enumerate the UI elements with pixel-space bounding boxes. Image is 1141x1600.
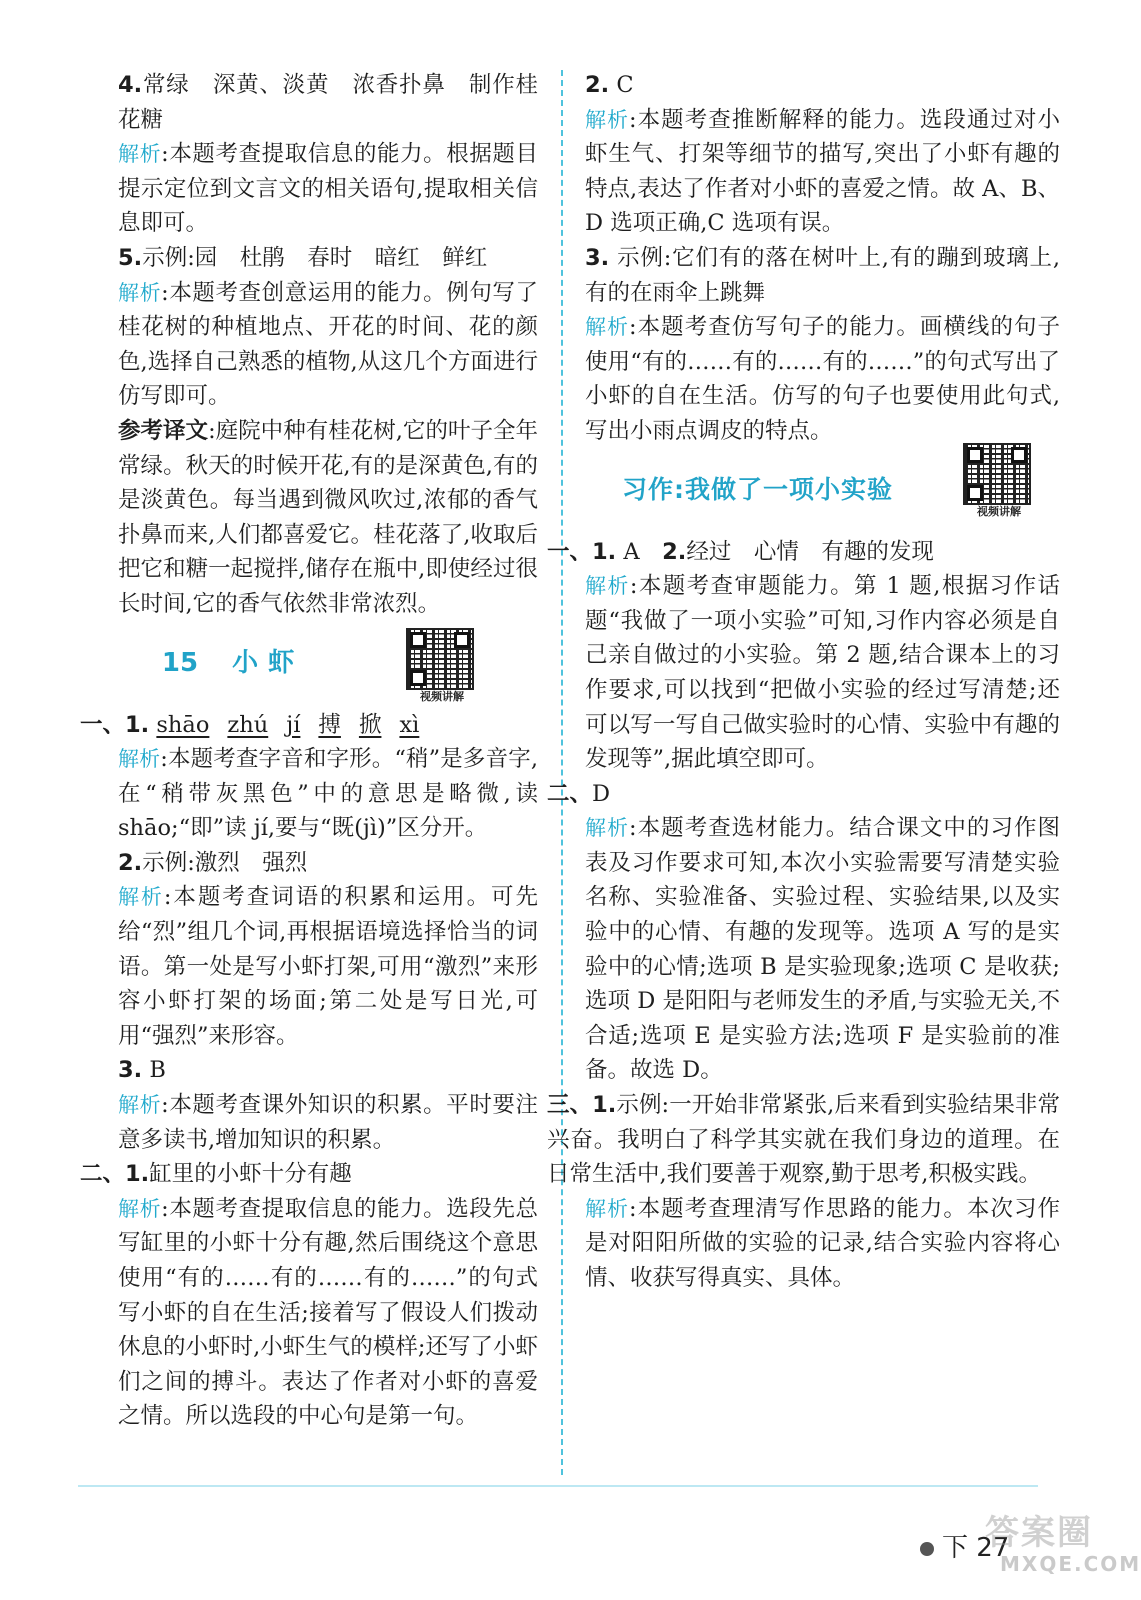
w3-analysis: 解析:本题考查理清写作思路的能力。本次习作是对阳阳所做的实验的记录,结合实验内容将心情、收获写得真实、具体。 bbox=[585, 1195, 1060, 1291]
qr-code-icon bbox=[406, 628, 474, 690]
left-column bbox=[80, 68, 538, 1434]
right-q2: 2. C bbox=[585, 72, 634, 98]
w1: 一、1. A 2.经过 心情 有趣的发现 bbox=[547, 538, 934, 565]
qr-code-video[interactable]: 视频讲解 bbox=[406, 628, 478, 704]
right-q3-analysis: 解析:本题考查仿写句子的能力。画横线的句子使用“有的……有的……有的……”的句式写出了小虾的自在生活。仿写的句子也要使用此句式,写出小雨点调皮的特点。 bbox=[585, 314, 1060, 444]
right-q2-analysis: 解析:本题考查推断解释的能力。选段通过对小虾生气、打架等细节的描写,突出了小虾有趣的特点,表达了作者对小虾的喜爱之情。故 A、B、D 选项正确,C 选项有误。 bbox=[585, 106, 1060, 237]
lesson-title: 15 小虾 bbox=[161, 647, 305, 678]
w2: 二、D bbox=[547, 780, 611, 807]
s2-q1: 二、1.缸里的小虾十分有趣 bbox=[80, 1161, 352, 1188]
right-column bbox=[547, 68, 1060, 1296]
left-q4: 4.常绿 深黄、淡黄 浓香扑鼻 制作桂花糖 bbox=[118, 72, 538, 133]
w1-analysis: 解析:本题考查审题能力。第 1 题,根据习作话题“我做了一项小实验”可知,习作内容必须是自己亲自做过的小实验。第 2 题,结合课本上的习作要求,可以找到“把做小实验的经过写清楚;还可以写一写自己做实验时的心情、实验中有趣的发现等”,据此填空即可。 bbox=[585, 573, 1060, 773]
watermark: 答案圈 bbox=[985, 1513, 1093, 1553]
s1-q3-analysis: 解析:本题考查课外知识的积累。平时要注意多读书,增加知识的积累。 bbox=[118, 1092, 538, 1153]
s1-q1-analysis: 解析:本题考查字音和字形。“稍”是多音字,在“稍带灰黑色”中的意思是略微,读shāo;“即”读 jí,要与“既(jì)”区分开。 bbox=[118, 746, 538, 842]
s1-q1: 一、1. shāo zhú jí 搏 掀 xì bbox=[80, 711, 420, 738]
footer-line bbox=[78, 1485, 1038, 1487]
s2-q1-analysis: 解析:本题考查提取信息的能力。选段先总写缸里的小虾十分有趣,然后围绕这个意思使用“有的……有的……有的……”的句式写小虾的自在生活;接着写了假设人们拨动休息的小虾时,小虾生气的模样;还写了小虾们之间的搏斗。表达了作者对小虾的喜爱之情。所以选段的中心句是第一句。 bbox=[118, 1195, 538, 1430]
s1-q2: 2.示例:激烈 强烈 bbox=[118, 849, 308, 876]
page-dot-icon bbox=[920, 1542, 934, 1556]
qr-code-icon bbox=[963, 443, 1031, 505]
lesson-15-header bbox=[118, 626, 538, 706]
page-number: 下 27 bbox=[920, 1527, 1009, 1564]
reference-translation: 参考译文:庭院中种有桂花树,它的叶子全年常绿。秋天的时候开花,有的是深黄色,有的是淡黄色。每当遇到微风吹过,浓郁的香气扑鼻而来,人们都喜爱它。桂花落了,收取后把它和糖一起搅拌,储存在瓶中,即使经过很长时间,它的香气依然非常浓烈。 bbox=[118, 417, 538, 617]
left-q5-analysis: 解析:本题考查创意运用的能力。例句写了桂花树的种植地点、开花的时间、花的颜色,选择自己熟悉的植物,从这几个方面进行仿写即可。 bbox=[118, 279, 538, 410]
watermark-url: MXQE.COM bbox=[1000, 1552, 1141, 1576]
left-q4-analysis: 解析:本题考查提取信息的能力。根据题目提示定位到文言文的相关语句,提取相关信息即可。 bbox=[118, 141, 538, 237]
left-q5: 5.示例:园 杜鹃 春时 暗红 鲜红 bbox=[118, 244, 488, 271]
writing-title: 习作:我做了一项小实验 bbox=[622, 474, 893, 504]
writing-header bbox=[585, 453, 1060, 533]
column-divider bbox=[561, 70, 563, 1475]
s1-q3: 3. B bbox=[118, 1057, 166, 1084]
w3: 三、1.示例:一开始非常紧张,后来看到实验结果非常兴奋。我明白了科学其实就在我们身边的道理。在日常生活中,我们要善于观察,勤于思考,积极实践。 bbox=[547, 1092, 1060, 1188]
w2-analysis: 解析:本题考查选材能力。结合课文中的习作图表及习作要求可知,本次小实验需要写清楚实验名称、实验准备、实验过程、实验结果,以及实验中的心情、有趣的发现等。选项 A 写的是实验中的心情;选项 B 是实验现象;选项 C 是收获;选项 D 是阳阳与老师发生的矛盾,与实验无关,不合适;选项 E 是实验方法;选项 F 是实验前的准备。故选 D。 bbox=[585, 815, 1060, 1084]
s1-q2-analysis: 解析:本题考查词语的积累和运用。可先给“烈”组几个词,再根据语境选择恰当的词语。第一处是写小虾打架,可用“激烈”来形容小虾打架的场面;第二处是写日光,可用“强烈”来形容。 bbox=[118, 884, 538, 1049]
right-q3: 3. 示例:它们有的落在树叶上,有的蹦到玻璃上,有的在雨伞上跳舞 bbox=[585, 244, 1060, 306]
qr-code-video-2[interactable]: 视频讲解 bbox=[963, 443, 1035, 519]
